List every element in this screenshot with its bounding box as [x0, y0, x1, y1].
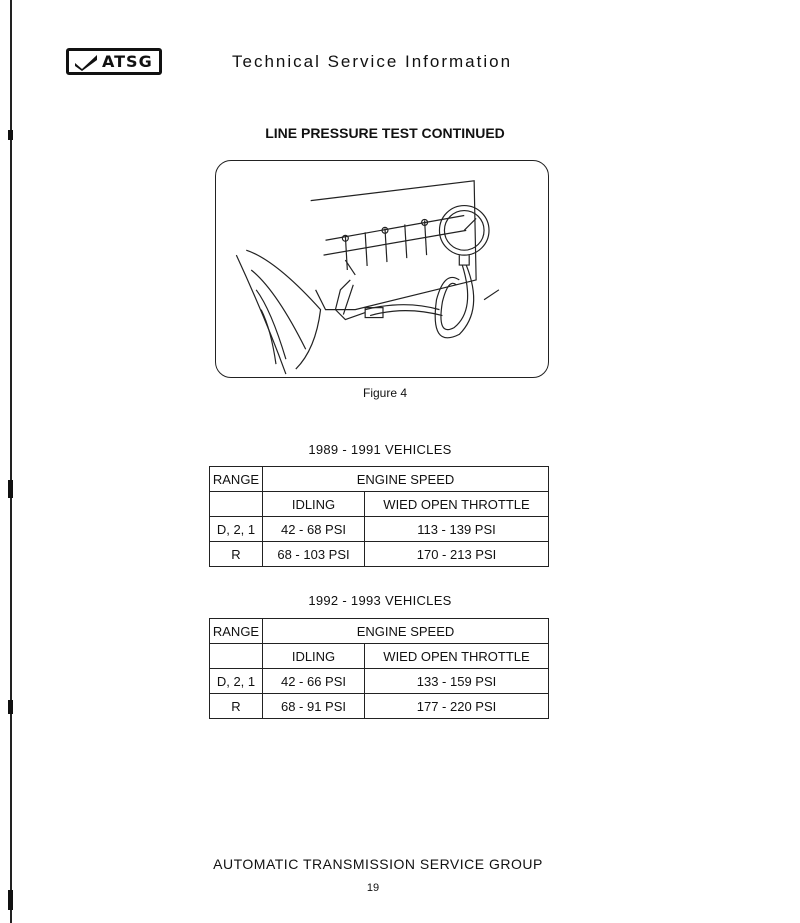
- wot-header: WIED OPEN THROTTLE: [365, 492, 549, 517]
- checkmark-icon: [73, 53, 99, 71]
- range-header: RANGE: [210, 467, 263, 492]
- empty-cell: [210, 644, 263, 669]
- binding-mark: [8, 700, 13, 714]
- empty-cell: [210, 492, 263, 517]
- wot-cell: 133 - 159 PSI: [365, 669, 549, 694]
- idling-header: IDLING: [263, 492, 365, 517]
- atsg-logo: [66, 48, 162, 75]
- table-header-row: [210, 619, 549, 644]
- idling-header: IDLING: [263, 644, 365, 669]
- engine-speed-header: ENGINE SPEED: [263, 467, 549, 492]
- table-row: [210, 542, 549, 567]
- idling-cell: 42 - 68 PSI: [263, 517, 365, 542]
- idling-cell: 68 - 91 PSI: [263, 694, 365, 719]
- range-cell: R: [210, 542, 263, 567]
- range-header: RANGE: [210, 619, 263, 644]
- figure-illustration: [215, 160, 549, 378]
- range-cell: D, 2, 1: [210, 517, 263, 542]
- wot-cell: 113 - 139 PSI: [365, 517, 549, 542]
- table-subheader-row: [210, 492, 549, 517]
- wot-cell: 177 - 220 PSI: [365, 694, 549, 719]
- header-title: Technical Service Information: [232, 52, 513, 71]
- binding-mark: [8, 480, 13, 498]
- section-title: LINE PRESSURE TEST CONTINUED: [265, 125, 505, 141]
- table-caption: 1989 - 1991 VEHICLES: [308, 442, 452, 457]
- line-pressure-table-1989-1991: [209, 466, 549, 567]
- table-row: [210, 694, 549, 719]
- wot-cell: 170 - 213 PSI: [365, 542, 549, 567]
- pressure-gauge-illustration: [216, 161, 548, 377]
- table-row: [210, 669, 549, 694]
- idling-cell: 42 - 66 PSI: [263, 669, 365, 694]
- page-number: 19: [366, 882, 380, 894]
- idling-cell: 68 - 103 PSI: [263, 542, 365, 567]
- range-cell: D, 2, 1: [210, 669, 263, 694]
- range-cell: R: [210, 694, 263, 719]
- table-caption: 1992 - 1993 VEHICLES: [308, 593, 452, 608]
- line-pressure-table-1992-1993: [209, 618, 549, 719]
- engine-speed-header: ENGINE SPEED: [263, 619, 549, 644]
- table-header-row: [210, 467, 549, 492]
- table-row: [210, 517, 549, 542]
- table-subheader-row: [210, 644, 549, 669]
- wot-header: WIED OPEN THROTTLE: [365, 644, 549, 669]
- footer-organization: AUTOMATIC TRANSMISSION SERVICE GROUP: [213, 856, 543, 872]
- figure-caption: Figure 4: [362, 386, 408, 400]
- logo-text: ATSG: [102, 52, 153, 71]
